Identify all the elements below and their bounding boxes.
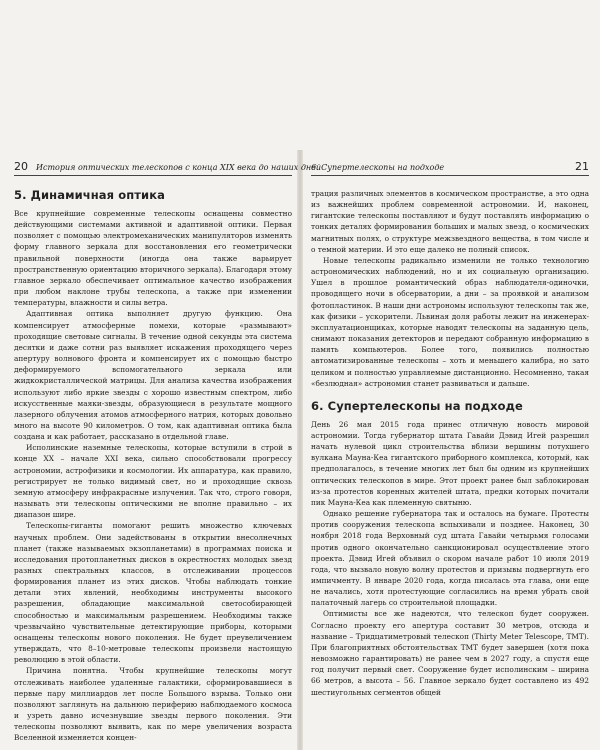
left-page xyxy=(14,160,322,743)
left-paragraph: Исполинские наземные телескопы, которые вступили в строй в конце XX – начале XXI века, сильно способствовали прогрессу астрономии, астрофизики и космологии. Их аппаратура, как правило, регистрирует не только видимый свет, но и проходящие сквозь земную атмосферу инфракрасные излучения. Так что, строго говоря, называть эти телескопы оптическими не вполне правильно – их диапазон шире. xyxy=(14,443,292,520)
right-paragraph: Оптимисты все же надеются, что телескоп будет сооружен. Согласно проекту его апертура составит 30 метров, отсюда и название – Тридцатиметровый телескоп (Thirty Meter Telescope, TMT). При благоприятных обстоятельствах TMT будет завершен (хотя пока невозможно гарантировать) не ранее чем в 2027 году, а спустя еще год получит первый свет. Сооружение будет исполинским – ширина 66 метров, а высота – 56. Главное зеркало будет составлено из 492 шестиугольных сегментов общей xyxy=(311,609,589,697)
left-section-title: 5. Динамичная оптика xyxy=(14,188,165,202)
right-running-title: 6. Супертелескопы на подходе xyxy=(311,163,445,172)
book-gutter xyxy=(297,150,303,750)
left-paragraph: Адаптивная оптика выполняет другую функцию. Она компенсирует атмосферные помехи, которые «размывают» проходящие световые сигналы. В течение одной секунды эта система десятки и даже сотни раз выявляет искажения проходящего через апертуру волнового фронта и компенсирует их с помощью быстро деформируемого вспомогательного зеркала или жидкокристаллической матрицы. Для анализа качества изображения используют либо яркие звезды с хорошо известным спектром, либо искусственные маяки-звезды, образующиеся в результате мощного лазерного облучения атомов атмосферного натрия, которых довольно много на высоте 90 километров. О том, как адаптивная оптика была создана и как работает, рассказано в отдельной главе. xyxy=(14,309,292,442)
left-paragraph: Причина понятна. Чтобы крупнейшие телескопы могут отслеживать наиболее удаленные галактики, сформировавшиеся в первые пару миллиардов лет после Большого взрыва. Только они позволяют заглянуть на дальнюю периферию наблюдаемого космоса и узреть давно исчезнувшие звезды первого поколения. Эти телескопы позволяют выявить, как по мере увеличения возраста Вселенной изменяется концен- xyxy=(14,666,292,743)
right-paragraph: День 26 мая 2015 года принес отличную новость мировой астрономии. Тогда губернатор штата Гавайи Дэвид Игей разрешил начать нулевой цикл строительства вблизи вершины потухшего вулкана Мауна-Кеа гигантского приборного комплекса, который, как предполагалось, в течение многих лет был бы одним из крупнейших оптических телескопов в мире. Этот проект ранее был заблокирован из-за протестов коренных жителей штата, предки которых почитали пик Мауна-Кеа как племенную святыню. xyxy=(311,419,589,507)
right-page xyxy=(311,160,589,740)
left-paragraph: Телескопы-гиганты помогают решить множество ключевых научных проблем. Они задействованы в открытии внесолнечных планет (также называемых экзопланетами) в программах поиска и исследования протопланетных дисков в окрестностях молодых звезд разных спектральных классов, в отслеживании процессов формирования планет из этих дисков. Чтобы наблюдать тонкие детали этих явлений, необходимы инструменты высокого разрешения, обладающие максимальной светособирающей способностью и максимальным разрешением. Необходимы также чрезвычайно чувствительные детектирующие приборы, которыми оснащены телескопы нового поколения. Не будет преувеличением утверждать, что 8–10-метровые телескопы произвели настоящую революцию в этой области. xyxy=(14,521,292,665)
left-running-header xyxy=(14,160,322,176)
left-running-title: История оптических телескопов с конца XIX века до наших дней xyxy=(36,163,322,172)
right-section-title: 6. Супертелескопы на подходе xyxy=(311,398,523,413)
left-page-number: 20 xyxy=(14,160,28,173)
right-running-header xyxy=(311,160,589,176)
right-paragraph: трация различных элементов в космическом пространстве, а это одна из важнейших проблем современной астрономии. И, наконец, гигантские телескопы поставляют и будут поставлять информацию о тонких деталях формирования больших и малых звезд, о космических магнитных полях, о структуре межзвездного вещества, в том числе и о темной материи. И это еще далеко не полный список. xyxy=(311,189,589,254)
right-paragraph: Однако решение губернатора так и осталось на бумаге. Протесты против сооружения телескопа вспыхивали и позднее. Наконец, 30 ноября 2018 года Верховный суд штата Гавайи четырьмя голосами против одного окончательно санкционировал осуществление этого проекта. Дэвид Игей объявил о скором начале работ 10 июля 2019 года, что вызвало новую волну протестов и призывы подвергнуть его импичменту. В январе 2020 года, когда писалась эта глава, они еще не начались, хотя протестующие согласились на время убрать свой палаточный лагерь со строительной площадки. xyxy=(311,509,589,608)
left-paragraph: Все крупнейшие современные телескопы оснащены совместно действующими системами активной и адаптивной оптики. Первая позволяет с помощью электромеханических манипуляторов изменять форму главного зеркала для восстановления его геометрически правильной поверхности (иногда она также варьирует пространственную ориентацию вторичного зеркала). Благодаря этому главное зеркало обеспечивает оптимальное качество изображения при любом наклоне трубы телескопа, а также при изменении температуры, влажности и силы ветра. xyxy=(14,209,292,308)
right-page-number: 21 xyxy=(575,160,589,173)
right-paragraph: Новые телескопы радикально изменили не только технологию астрономических наблюдений, но и их социальную организацию. Ушел в прошлое романтический образ наблюдателя-одиночки, проводящего ночи в обсерватории, а дни – за проявкой и анализом фотопластинок. В наши дни астрономы используют телескопы так же, как физики – ускорители. Львиная доля работы лежит на инженерах-эксплуатационщиках, которые наводят телескопы на заданную цель, снимают показания детекторов и передают собранную информацию в память компьютеров. Более того, появились полностью автоматизированные телескопы – хоть и меньшего калибра, но зато целиком и полностью управляемые дистанционно. Несомненно, такая «безлюдная» астрономия станет развиваться и дальше. xyxy=(311,255,589,388)
